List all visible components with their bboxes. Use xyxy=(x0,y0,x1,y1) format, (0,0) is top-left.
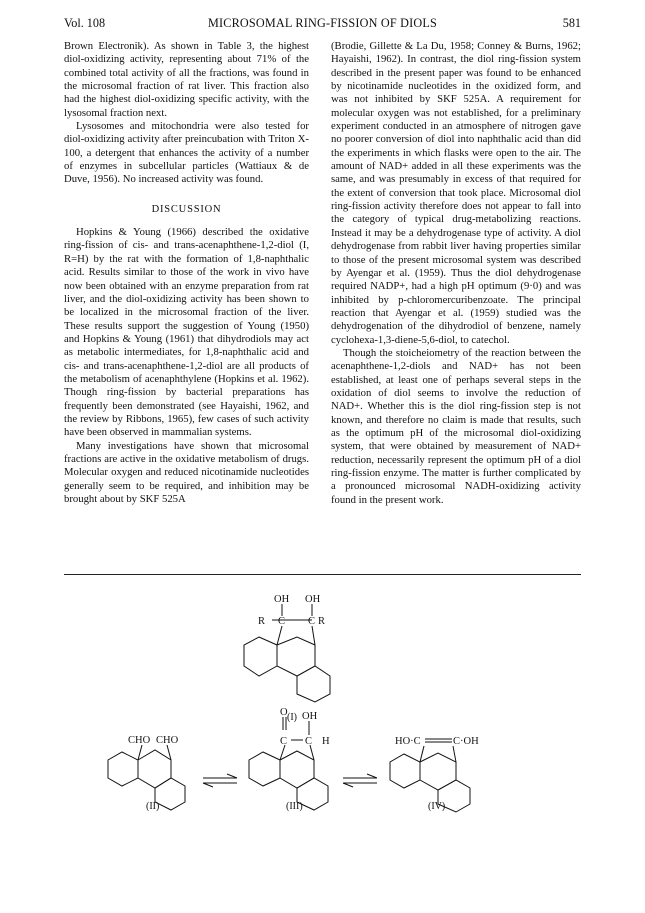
carbon-label: C xyxy=(280,736,288,747)
equilibrium-arrow-ii-iii xyxy=(203,774,237,787)
hydroxy-carbon-label: HO·C xyxy=(395,736,421,747)
left-column xyxy=(64,40,309,506)
carbon-label: C xyxy=(305,736,313,747)
r-label: R xyxy=(318,616,326,627)
structure-label: (I) xyxy=(287,712,297,723)
paragraph: Lysosomes and mitochondria were also tested for diol-oxidizing activity after preincubation with Triton X-100, a detergent that enhances the activity of a number of enzymes in subcellular particles (Wattiaux & de Duve, 1956). No increased activity was found. xyxy=(64,120,309,186)
paragraph: (Brodie, Gillette & La Du, 1958; Conney & Burns, 1962; Hayaishi, 1962). In contrast, the diol ring-fission system described in the present paper was found to be enhanced by nicotinamide nucleotides in the oxidized form, and was not inhibited by SKF 525A. A requirement for molecular oxygen was not established, for a preliminary experiment conducted in an atmosphere of nitrogen gave no poorer conversion of diol into naphthalic acid than did the experiments in which flasks were open to the air. The amount of NAD+ added in all these experiments was the same, and was presumably in excess of that required for the extent of conversion that took place. Microsomal diol ring-fission activity therefore does not appear to fall into the category of typical drug-metabolizing reactions. Instead it may be a dehydrogenase type of activity. A diol dehydrogenase from rabbit liver having properties similar to those of the present microsomal system was described by Ayengar et al. (1959). Thus the diol dehydrogenase required NADP+, had a high pH optimum (9·0) and was inhibited by p-chloromercuribenzoate. The principal reaction that Ayengar et al. (1959) studied was the dehydrogenation of the dihydrodiol of benzene, namely cyclohexa-1,3-diene-5,6-diol, to catechol. xyxy=(331,40,581,346)
running-header xyxy=(64,16,581,30)
h-label: H xyxy=(322,736,330,747)
right-column xyxy=(331,40,581,507)
volume-number: Vol. 108 xyxy=(64,16,106,30)
carbon-label: C xyxy=(308,616,316,627)
cho-label: CHO xyxy=(156,735,179,746)
structure-label: (II) xyxy=(146,801,160,812)
paragraph: Many investigations have shown that microsomal fractions are active in the oxidative metabolism of drugs. Molecular oxygen and reduced nicotinamide nucleotides generally seem to be required, and inhibition may be brought about by SKF 525A xyxy=(64,439,309,505)
carbon-label: C xyxy=(278,616,286,627)
equilibrium-arrow-iii-iv xyxy=(343,774,377,787)
oh-label: OH xyxy=(302,711,318,722)
hydroxy-carbon-label: C·OH xyxy=(453,736,479,747)
cho-label: CHO xyxy=(128,735,151,746)
section-heading: DISCUSSION xyxy=(151,203,222,215)
paragraph: Though the stoicheiometry of the reaction between the acenaphthene-1,2-diols and NAD+ has not been established, at least one of perhaps several steps in the oxidation of diol seems to involve the reduction of NAD+. Whether this is the diol ring-fission step is not known, and therefore no claim is made that results, such as the optimum pH of the microsomal diol-oxidizing system, that were obtained by measurement of NAD+ reduction, necessarily represent the optimum pH of a diol ring-fission enzyme. The matter is further complicated by a pronounced microsomal NADH-oxidizing activity found in the present work. xyxy=(331,346,581,506)
oh-label: OH xyxy=(305,594,321,605)
running-title: MICROSOMAL RING-FISSION OF DIOLS xyxy=(207,16,438,30)
page-number: 581 xyxy=(562,16,581,30)
r-label: R xyxy=(258,616,266,627)
oh-label: OH xyxy=(274,594,290,605)
structure-label: (IV) xyxy=(428,801,446,812)
structure-iii-drawing xyxy=(249,717,328,810)
structure-label: (III) xyxy=(286,801,303,812)
paragraph: Brown Electronik). As shown in Table 3, the highest diol-oxidizing activity, representing about 71% of the combined total activity of all the fractions, was found in the microsomal fraction of rat liver. This fraction also had the highest diol-oxidizing specific activity, with the lysosomal fraction next. xyxy=(64,40,309,119)
figure-divider xyxy=(64,574,581,575)
oxygen-label: O xyxy=(280,707,288,718)
chemical-structures-figure xyxy=(0,580,645,830)
paragraph: Hopkins & Young (1966) described the oxidative ring-fission of cis- and trans-acenaphthene-1,2-diol (I, R=H) by the rat with the formation of 1,8-naphthalic acid. Results similar to those of the work in vivo have now been obtained with an enzyme preparation from rat liver, and the diol-oxidizing activity has been shown to be localized in the microsomal fraction of the liver. These results support the suggestion of Young (1950) and Hopkins & Young (1961) that dihydrodiols may act as metabolic intermediates, for 1,8-naphthalic acid and cis- and trans-acenaphthene-1,2-diol are all products of the metabolism of acenaphthylene (Hopkins et al. 1962). Though ring-fission by bacterial preparations has frequently been demonstrated (see Hayaishi, 1962, and the review by Ribbons, 1965), few cases of such activity have been observed in mammalian systems. xyxy=(64,226,309,439)
